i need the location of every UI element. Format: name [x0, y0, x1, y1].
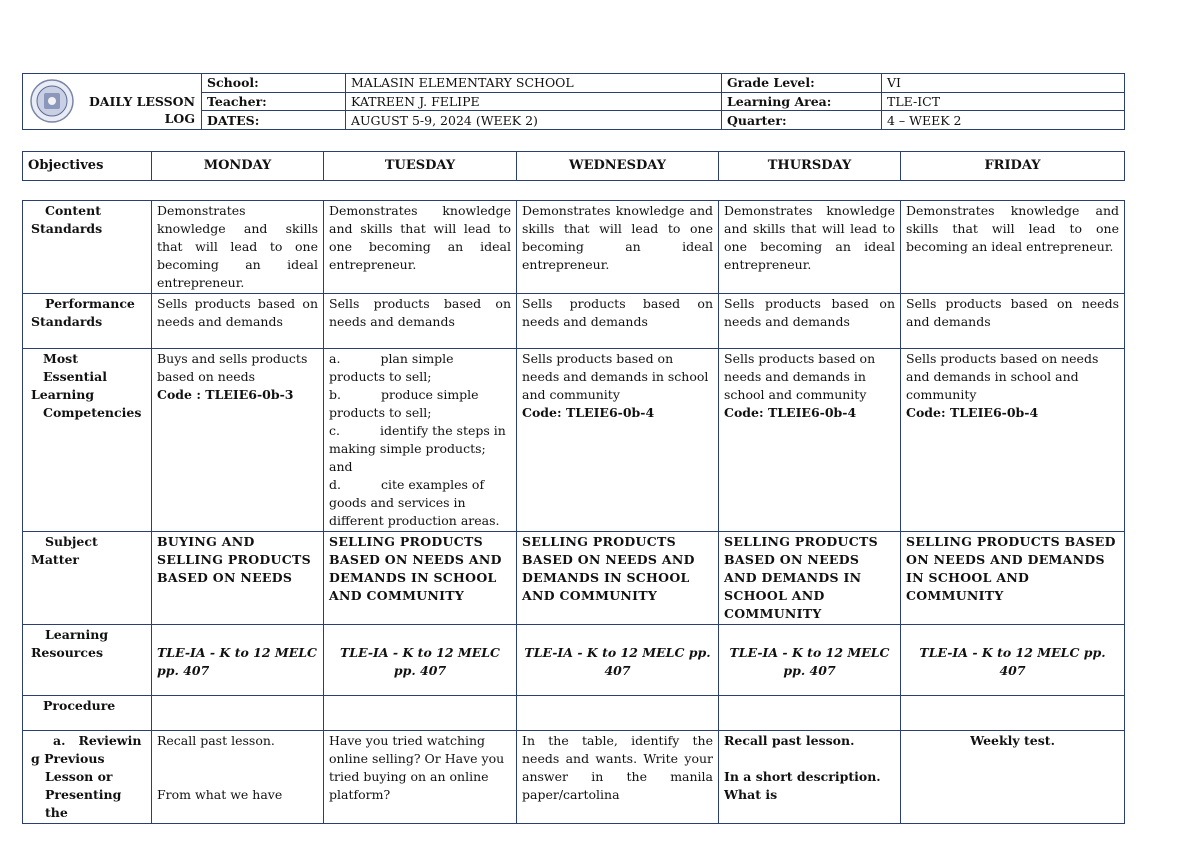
subject-tue: SELLING PRODUCTS BASED ON NEEDS AND DEMANDS IN SCHOOL AND COMMUNITY	[324, 532, 517, 625]
resources-wed: TLE-IA - K to 12 MELC pp. 407	[517, 625, 719, 696]
review-text: Recall past lesson.	[157, 733, 275, 748]
subject-mon: BUYING AND SELLING PRODUCTS BASED ON NEEDS	[152, 532, 324, 625]
performance-fri: Sells products based on needs and demands	[901, 294, 1125, 349]
melc-mon	[152, 349, 324, 532]
performance-mon: Sells products based on needs and demands	[152, 294, 324, 349]
thursday-header: THURSDAY	[719, 152, 901, 181]
melc-code: Code : TLEIE6-0b-3	[157, 387, 294, 402]
review-thu	[719, 731, 901, 824]
content-fri: Demonstrates knowledge and skills that will lead to one becoming an ideal entrepreneur.	[901, 201, 1125, 294]
label-line: Matter	[31, 552, 80, 567]
melc-code: Code: TLEIE6-0b-4	[906, 405, 1039, 420]
performance-thu: Sells products based on needs and demands	[719, 294, 901, 349]
label-line: Learning	[45, 627, 109, 642]
content-standards-label	[23, 201, 152, 294]
melc-code: Code: TLEIE6-0b-4	[724, 405, 857, 420]
label-line: Presenting the	[45, 787, 122, 820]
days-header-table	[22, 151, 1125, 181]
friday-header: FRIDAY	[901, 152, 1125, 181]
dates-label: DATES:	[202, 111, 346, 130]
procedure-mon	[152, 696, 324, 731]
wednesday-header: WEDNESDAY	[517, 152, 719, 181]
melc-fri	[901, 349, 1125, 532]
melc-row	[23, 349, 1125, 532]
grade-label: Grade Level:	[722, 74, 882, 93]
item-text: identify the steps in making simple products; and	[329, 423, 506, 474]
melc-item-c	[329, 422, 511, 476]
label-line: Standards	[31, 314, 103, 329]
label-line: Most Essential	[43, 351, 108, 384]
lesson-plan-table	[22, 200, 1125, 824]
item-letter: a.	[329, 351, 341, 366]
logo-title-cell	[23, 74, 202, 130]
melc-wed	[517, 349, 719, 532]
label-line: Lesson or	[45, 769, 113, 784]
label-line: g Previous	[31, 751, 105, 766]
melc-text: Sells products based on needs and demands in school and community	[724, 351, 876, 402]
quarter-label: Quarter:	[722, 111, 882, 130]
review-tue: Have you tried watching online selling? Or Have you tried buying on an online platform?	[324, 731, 517, 824]
melc-item-a	[329, 350, 511, 386]
learning-resources-row	[23, 625, 1125, 696]
item-letter: c.	[329, 423, 340, 438]
item-letter: b.	[329, 387, 341, 402]
header-table	[22, 73, 1125, 130]
review-label	[23, 731, 152, 824]
school-value: MALASIN ELEMENTARY SCHOOL	[346, 74, 722, 93]
item-text: plan simple products to sell;	[329, 351, 454, 384]
tuesday-header: TUESDAY	[324, 152, 517, 181]
teacher-value: KATREEN J. FELIPE	[346, 92, 722, 111]
procedure-label: Procedure	[23, 696, 152, 731]
review-mon	[152, 731, 324, 824]
label-line: Content	[45, 203, 101, 218]
subject-wed: SELLING PRODUCTS BASED ON NEEDS AND DEMANDS IN SCHOOL AND COMMUNITY	[517, 532, 719, 625]
label-line: Resources	[31, 645, 103, 660]
procedure-tue	[324, 696, 517, 731]
resources-tue: TLE-IA - K to 12 MELC pp. 407	[324, 625, 517, 696]
melc-text: Buys and sells products based on needs	[157, 351, 308, 384]
grade-value: VI	[882, 74, 1125, 93]
content-mon: Demonstrates knowledge and skills that will lead to one becoming an ideal entrepreneur.	[152, 201, 324, 294]
resources-mon: TLE-IA - K to 12 MELC pp. 407	[152, 625, 324, 696]
procedure-fri	[901, 696, 1125, 731]
area-value: TLE-ICT	[882, 92, 1125, 111]
item-letter: d.	[329, 477, 341, 492]
procedure-row	[23, 696, 1125, 731]
subject-matter-label	[23, 532, 152, 625]
label-line: Performance	[45, 296, 135, 311]
item-text: produce simple products to sell;	[329, 387, 479, 420]
school-label: School:	[202, 74, 346, 93]
subject-fri: SELLING PRODUCTS BASED ON NEEDS AND DEMANDS IN SCHOOL AND COMMUNITY	[901, 532, 1125, 625]
review-text: Recall past lesson.	[724, 733, 855, 748]
resources-fri: TLE-IA - K to 12 MELC pp. 407	[901, 625, 1125, 696]
performance-standards-label	[23, 294, 152, 349]
content-thu: Demonstrates knowledge and skills that will lead to one becoming an ideal entrepreneur.	[719, 201, 901, 294]
label-line: Subject	[45, 534, 98, 549]
label-line: Competencies	[43, 405, 142, 420]
label-line: Learning	[31, 387, 95, 402]
quarter-value: 4 – WEEK 2	[882, 111, 1125, 130]
label-line: a. Reviewin	[53, 733, 142, 748]
item-text: cite examples of goods and services in different production areas.	[329, 477, 500, 528]
title-line-2: LOG	[164, 111, 195, 126]
melc-tue	[324, 349, 517, 532]
monday-header: MONDAY	[152, 152, 324, 181]
melc-text: Sells products based on needs and demands in school and community	[906, 351, 1099, 402]
procedure-thu	[719, 696, 901, 731]
melc-item-b	[329, 386, 511, 422]
content-wed: Demonstrates knowledge and skills that will lead to one becoming an ideal entrepreneur.	[517, 201, 719, 294]
dll-title	[89, 93, 195, 127]
melc-thu	[719, 349, 901, 532]
subject-matter-row	[23, 532, 1125, 625]
review-wed: In the table, identify the needs and wants. Write your answer in the manila paper/cartolina	[517, 731, 719, 824]
performance-standards-row	[23, 294, 1125, 349]
melc-label	[23, 349, 152, 532]
melc-code: Code: TLEIE6-0b-4	[522, 405, 655, 420]
teacher-label: Teacher:	[202, 92, 346, 111]
review-text: In a short description. What is	[724, 769, 881, 802]
melc-text: Sells products based on needs and demands in school and community	[522, 351, 709, 402]
deped-seal-icon	[29, 78, 75, 124]
objectives-header: Objectives	[23, 152, 152, 181]
performance-wed: Sells products based on needs and demands	[517, 294, 719, 349]
review-fri: Weekly test.	[901, 731, 1125, 824]
review-row	[23, 731, 1125, 824]
area-label: Learning Area:	[722, 92, 882, 111]
review-text: From what we have	[157, 787, 283, 802]
learning-resources-label	[23, 625, 152, 696]
performance-tue: Sells products based on needs and demands	[324, 294, 517, 349]
label-line: Standards	[31, 221, 103, 236]
subject-thu: SELLING PRODUCTS BASED ON NEEDS AND DEMANDS IN SCHOOL AND COMMUNITY	[719, 532, 901, 625]
title-line-1: DAILY LESSON	[88, 94, 195, 109]
procedure-wed	[517, 696, 719, 731]
content-tue: Demonstrates knowledge and skills that will lead to one becoming an ideal entrepreneur.	[324, 201, 517, 294]
content-standards-row	[23, 201, 1125, 294]
dates-value: AUGUST 5-9, 2024 (WEEK 2)	[346, 111, 722, 130]
resources-thu: TLE-IA - K to 12 MELC pp. 407	[719, 625, 901, 696]
melc-item-d	[329, 476, 511, 530]
